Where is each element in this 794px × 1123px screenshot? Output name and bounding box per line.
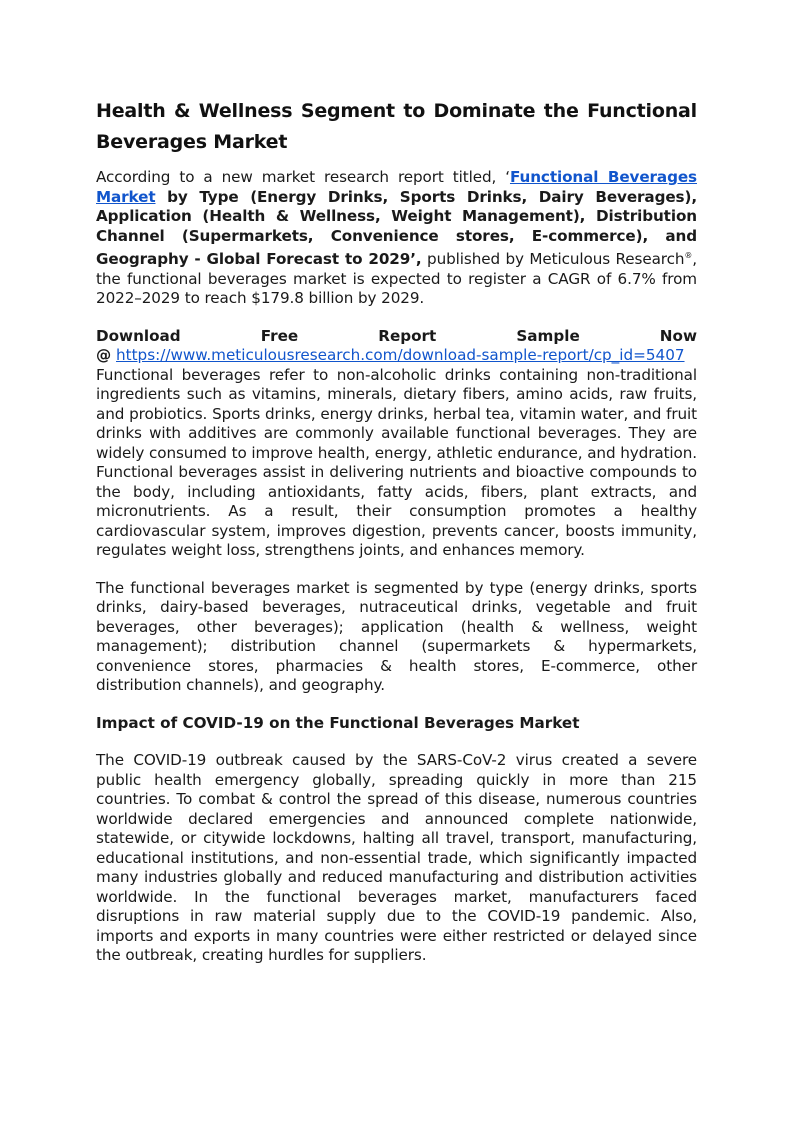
report-title-rest: by Type (Energy Drinks, Sports Drinks, Dairy Beverages), Application (Health & Wellness, Weight Management), Distribution Channel (Supermarkets, Convenience stores, E-commerce), and Geography - Global Forecast to 2029’,: [96, 187, 697, 269]
intro-tail-2: , the functional beverages market is expected to register a CAGR of 6.7% from 2022–2029 to reach $179.8 billion by 2029.: [96, 250, 697, 308]
document-page: [96, 96, 697, 966]
download-word-2: Free: [260, 326, 299, 345]
download-word-3: Report: [378, 326, 437, 345]
intro-paragraph: [96, 168, 697, 309]
download-cta: [96, 327, 697, 347]
download-sample-link[interactable]: https://www.meticulousresearch.com/download-sample-report/cp_id=5407: [116, 346, 685, 365]
report-title-link[interactable]: Functional Beverages Market: [96, 168, 697, 206]
download-url-line: [96, 346, 697, 366]
page-title: Health & Wellness Segment to Dominate the Functional Beverages Market: [96, 100, 697, 153]
download-word-1: Download: [96, 326, 181, 345]
at-sign: @: [96, 346, 112, 365]
intro-lead: According to a new market research report titled, ‘: [96, 168, 510, 186]
covid-paragraph: The COVID-19 outbreak caused by the SARS-CoV-2 virus created a severe public health emergency globally, spreading quickly in more than 215 countries. To combat & control the spread of this disease, numerous countries worldwide declared emergencies and announced complete nationwide, statewide, or citywide lockdowns, halting all travel, transport, manufacturing, educational institutions, and non-essential trade, which significantly impacted many industries globally and reduced manufacturing and distribution activities worldwide. In the functional beverages market, manufacturers faced disruptions in raw material supply due to the COVID-19 pandemic. Also, imports and exports in many countries were either restricted or delayed since the outbreak, creating hurdles for suppliers.: [96, 751, 697, 965]
download-word-4: Sample: [516, 326, 580, 345]
covid-heading: Impact of COVID-19 on the Functional Beverages Market: [96, 713, 580, 732]
intro-tail-1: published by Meticulous Research: [421, 250, 685, 269]
download-word-5: Now: [659, 326, 697, 345]
segmentation-paragraph: The functional beverages market is segmented by type (energy drinks, sports drinks, dairy-based beverages, nutraceutical drinks, vegetable and fruit beverages, other beverages); application (health & wellness, weight management); distribution channel (supermarkets & hypermarkets, convenience stores, pharmacies & health stores, E-commerce, other distribution channels), and geography.: [96, 578, 697, 695]
registered-mark: ®: [684, 251, 693, 260]
definition-paragraph: Functional beverages refer to non-alcoholic drinks containing non-traditional ingredients such as vitamins, minerals, dietary fibers, amino acids, raw fruits, and probiotics. Sports drinks, energy drinks, herbal tea, vitamin water, and fruit drinks with additives are commonly available functional beverages. They are widely consumed to improve health, energy, athletic endurance, and hydration. Functional beverages assist in delivering nutrients and bioactive compounds to the body, including antioxidants, fatty acids, fibers, plant extracts, and micronutrients. As a result, their consumption promotes a healthy cardiovascular system, improves digestion, prevents cancer, boosts immunity, regulates weight loss, strengthens joints, and enhances memory.: [96, 365, 697, 560]
